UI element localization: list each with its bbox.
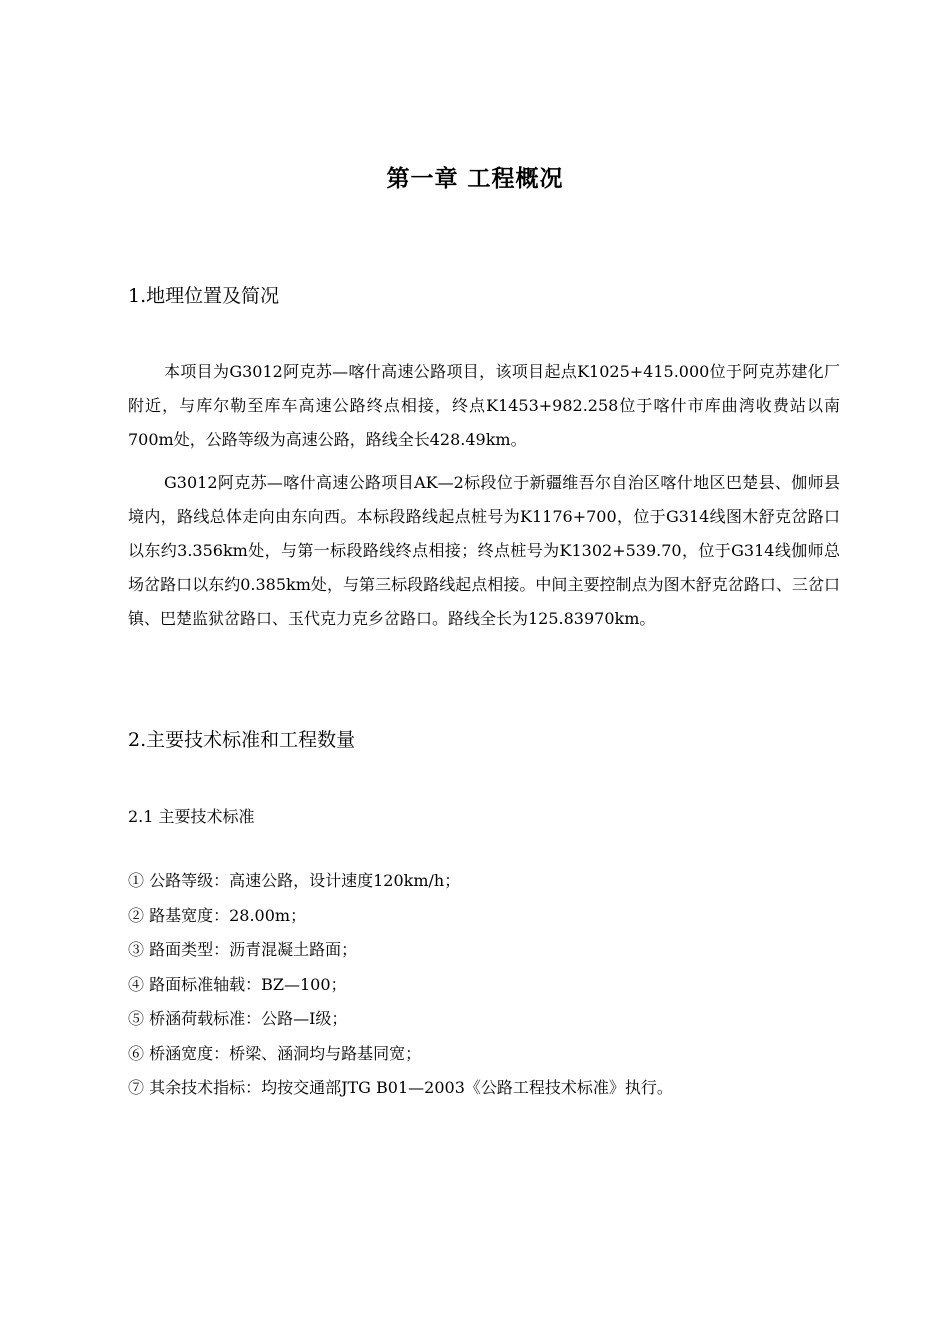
list-item: ④ 路面标准轴载：BZ—100；	[128, 974, 347, 994]
list-item: ⑤ 桥涵荷载标准：公路—Ⅰ级；	[128, 1009, 348, 1028]
paragraph-section-ak2: G3012阿克苏—喀什高速公路项目AK—2标段位于新疆维吾尔自治区喀什地区巴楚县、伽师县境内，路线总体走向由东向西。本标段路线起点桩号为K1176+700，位于G314线图木舒克岔路口以东约3.356km处，与第一标段路线终点相接；终点桩号为K1302+539.70，位于G314线伽师总场岔路口以东约0.385km处，与第三标段路线起点相接。中间主要控制点为图木舒克岔路口、三岔口镇、巴楚监狱岔路口、玉代克力克乡岔路口。路线全长为125.83970km。	[128, 473, 840, 628]
list-item: ② 路基宽度：28.00m；	[128, 905, 307, 925]
paragraph-project-overview: 本项目为G3012阿克苏—喀什高速公路项目，该项目起点K1025+415.000位于阿克苏建化厂附近，与库尔勒至库车高速公路终点相接，终点K1453+982.258位于喀什市库曲湾收费站以南700m处，公路等级为高速公路，路线全长428.49km。	[128, 362, 840, 449]
list-item: ⑥ 桥涵宽度：桥梁、涵洞均与路基同宽；	[128, 1043, 422, 1063]
list-item: ⑦ 其余技术指标：均按交通部JTG B01—2003《公路工程技术标准》执行。	[128, 1078, 673, 1097]
section-heading-location: 1.地理位置及简况	[128, 285, 280, 307]
technical-standards-list	[128, 864, 840, 1106]
subsection-heading-technical-standards: 2.1 主要技术标准	[128, 807, 255, 826]
list-item: ③ 路面类型：沥青混凝土路面；	[128, 940, 358, 959]
section-heading-standards: 2.主要技术标准和工程数量	[128, 729, 356, 751]
chapter-title: 第一章 工程概况	[386, 165, 564, 192]
list-item: ① 公路等级：高速公路，设计速度120km/h；	[128, 871, 461, 890]
